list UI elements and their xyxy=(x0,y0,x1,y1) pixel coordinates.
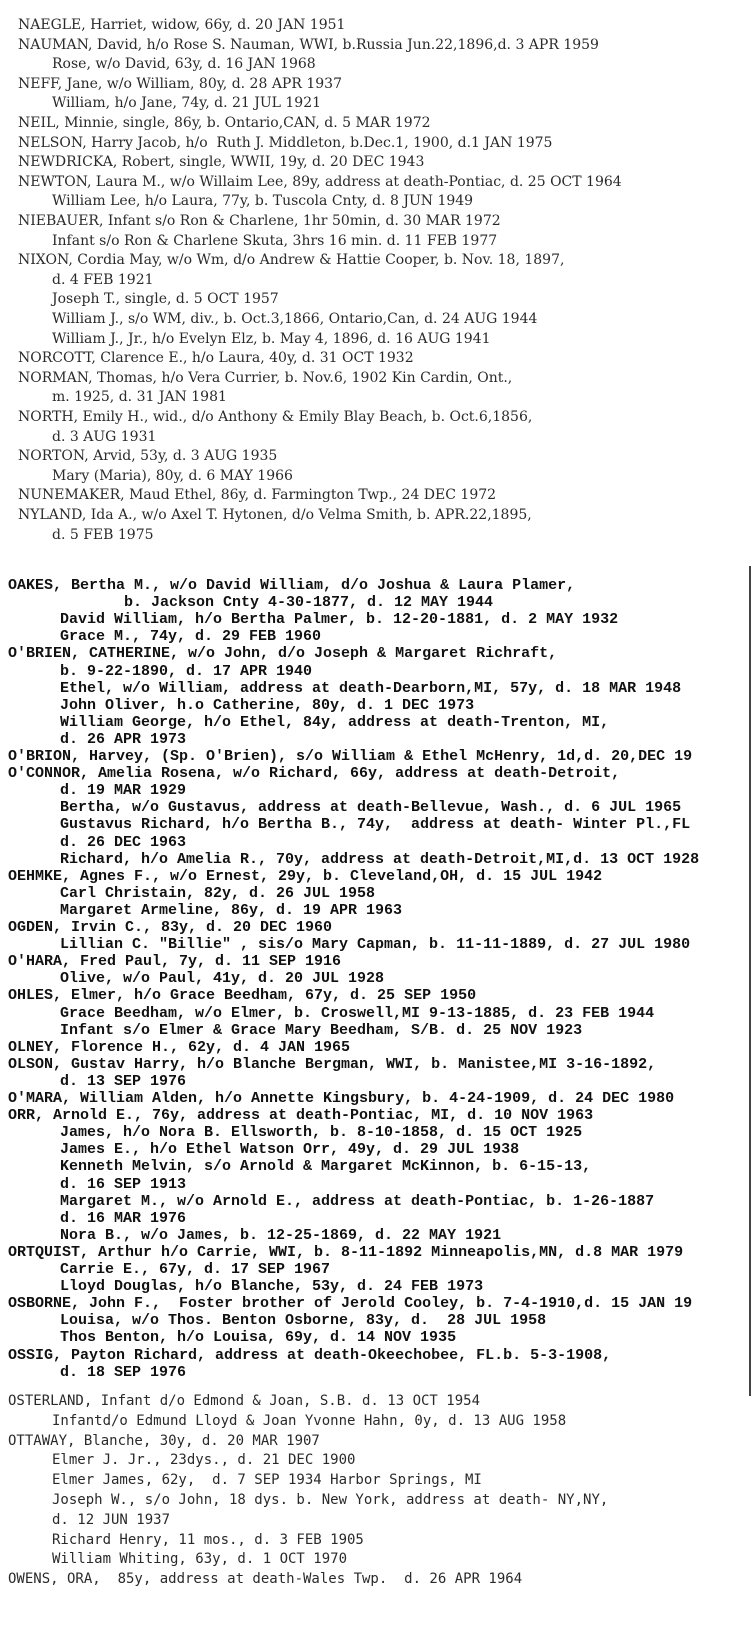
scan-edge-mark xyxy=(749,566,751,1396)
record-continuation-line: Joseph W., s/o John, 18 dys. b. New York, address at death- NY,NY, xyxy=(52,1492,609,1508)
record-surname-line: NEWDRICKA, Robert, single, WWII, 19y, d. 20 DEC 1943 xyxy=(18,154,425,171)
record-continuation-line: Richard, h/o Amelia R., 70y, address at death-Detroit,MI,d. 13 OCT 1928 xyxy=(60,850,700,868)
record-continuation-line: William J., s/o WM, div., b. Oct.3,1866, Ontario,Can, d. 24 AUG 1944 xyxy=(52,311,538,327)
record-continuation-line: Rose, w/o David, 63y, d. 16 JAN 1968 xyxy=(52,56,316,73)
record-continuation-line: d. 18 SEP 1976 xyxy=(60,1363,187,1381)
record-surname-line: OLNEY, Florence H., 62y, d. 4 JAN 1965 xyxy=(8,1038,351,1056)
record-surname-line: ORTQUIST, Arthur h/o Carrie, WWI, b. 8-11-1892 Minneapolis,MN, d.8 MAR 1979 xyxy=(8,1243,684,1261)
record-continuation-line: d. 4 FEB 1921 xyxy=(52,271,154,288)
record-surname-line: OSBORNE, John F., Foster brother of Jerold Cooley, b. 7-4-1910,d. 15 JAN 19 xyxy=(8,1295,693,1313)
record-continuation-line: d. 16 MAR 1976 xyxy=(60,1209,187,1227)
record-surname-line: NAEGLE, Harriet, widow, 66y, d. 20 JAN 1951 xyxy=(18,17,346,33)
record-continuation-line: Carl Christain, 82y, d. 26 JUL 1958 xyxy=(60,884,376,902)
record-surname-line: O'MARA, William Alden, h/o Annette Kingsbury, b. 4-24-1909, d. 24 DEC 1980 xyxy=(8,1090,675,1107)
record-continuation-line: James, h/o Nora B. Ellsworth, b. 8-10-1858, d. 15 OCT 1925 xyxy=(60,1124,583,1142)
record-continuation-line: Joseph T., single, d. 5 OCT 1957 xyxy=(52,291,279,308)
record-continuation-line: d. 26 APR 1973 xyxy=(60,730,187,748)
record-continuation-line: d. 3 AUG 1931 xyxy=(52,428,157,445)
record-continuation-line: John Oliver, h.o Catherine, 80y, d. 1 DEC 1973 xyxy=(60,696,475,714)
record-surname-line: NAUMAN, David, h/o Rose S. Nauman, WWI, b.Russia Jun.22,1896,d. 3 APR 1959 xyxy=(18,36,599,53)
record-continuation-line: Lillian C. "Billie" , sis/o Mary Capman, b. 11-11-1889, d. 27 JUL 1980 xyxy=(60,936,691,954)
record-surname-line: NEWTON, Laura M., w/o Willaim Lee, 89y, address at death-Pontiac, d. 25 OCT 1964 xyxy=(18,173,622,190)
record-surname-line: NEFF, Jane, w/o William, 80y, d. 28 APR 1937 xyxy=(18,75,342,92)
record-surname-line: OWENS, ORA, 85y, address at death-Wales Twp. d. 26 APR 1964 xyxy=(8,1571,523,1588)
record-continuation-line: Thos Benton, h/o Louisa, 69y, d. 14 NOV 1935 xyxy=(60,1329,457,1347)
record-surname-line: OSTERLAND, Infant d/o Edmond & Joan, S.B. d. 13 OCT 1954 xyxy=(8,1393,481,1409)
record-surname-line: OSSIG, Payton Richard, address at death-Okeechobee, FL.b. 5-3-1908, xyxy=(8,1346,612,1364)
record-continuation-line: Infant s/o Ron & Charlene Skuta, 3hrs 16 min. d. 11 FEB 1977 xyxy=(52,232,498,249)
record-continuation-line: b. Jackson Cnty 4-30-1877, d. 12 MAY 1944 xyxy=(124,594,494,612)
record-surname-line: OLSON, Gustav Harry, h/o Blanche Bergman, WWI, b. Manistee,MI 3-16-1892, xyxy=(8,1055,657,1073)
record-continuation-line: Nora B., w/o James, b. 12-25-1869, d. 22 MAY 1921 xyxy=(60,1226,502,1244)
record-continuation-line: d. 16 SEP 1913 xyxy=(60,1175,187,1193)
record-surname-line: OGDEN, Irvin C., 83y, d. 20 DEC 1960 xyxy=(8,919,333,936)
record-surname-line: O'BRION, Harvey, (Sp. O'Brien), s/o William & Ethel McHenry, 1d,d. 20,DEC 19 xyxy=(8,748,693,765)
record-continuation-line: William George, h/o Ethel, 84y, address at death-Trenton, MI, xyxy=(60,713,610,731)
record-surname-line: NIEBAUER, Infant s/o Ron & Charlene, 1hr 50min, d. 30 MAR 1972 xyxy=(18,213,501,229)
record-continuation-line: Gustavus Richard, h/o Bertha B., 74y, address at death- Winter Pl.,FL xyxy=(60,816,691,834)
record-surname-line: O'CONNOR, Amelia Rosena, w/o Richard, 66y, address at death-Detroit, xyxy=(8,765,621,783)
record-surname-line: OEHMKE, Agnes F., w/o Ernest, 29y, b. Cleveland,OH, d. 15 JUL 1942 xyxy=(8,867,603,885)
record-continuation-line: Infantd/o Edmund Lloyd & Joan Yvonne Hahn, 0y, d. 13 AUG 1958 xyxy=(52,1412,567,1429)
record-continuation-line: Elmer James, 62y, d. 7 SEP 1934 Harbor Springs, MI xyxy=(52,1472,482,1489)
record-surname-line: NEIL, Minnie, single, 86y, b. Ontario,CAN, d. 5 MAR 1972 xyxy=(18,115,431,131)
record-continuation-line: Margaret M., w/o Arnold E., address at death-Pontiac, b. 1-26-1887 xyxy=(60,1192,655,1210)
record-surname-line: O'HARA, Fred Paul, 7y, d. 11 SEP 1916 xyxy=(8,953,342,971)
record-continuation-line: William Whiting, 63y, d. 1 OCT 1970 xyxy=(52,1551,348,1568)
record-continuation-line: Louisa, w/o Thos. Benton Osborne, 83y, d. 28 JUL 1958 xyxy=(60,1312,547,1330)
record-continuation-line: William, h/o Jane, 74y, d. 21 JUL 1921 xyxy=(52,95,322,112)
record-continuation-line: Elmer J. Jr., 23dys., d. 21 DEC 1900 xyxy=(52,1452,356,1469)
record-continuation-line: b. 9-22-1890, d. 17 APR 1940 xyxy=(60,662,313,680)
record-surname-line: NORTON, Arvid, 53y, d. 3 AUG 1935 xyxy=(18,448,278,465)
record-surname-line: O'BRIEN, CATHERINE, w/o John, d/o Joseph & Margaret Richraft, xyxy=(8,645,558,663)
record-continuation-line: James E., h/o Ethel Watson Orr, 49y, d. 29 JUL 1938 xyxy=(60,1141,520,1159)
record-continuation-line: Infant s/o Elmer & Grace Mary Beedham, S/B. d. 25 NOV 1923 xyxy=(60,1021,583,1039)
record-surname-line: NELSON, Harry Jacob, h/o Ruth J. Middleton, b.Dec.1, 1900, d.1 JAN 1975 xyxy=(18,134,553,151)
record-surname-line: OHLES, Elmer, h/o Grace Beedham, 67y, d. 25 SEP 1950 xyxy=(8,987,477,1005)
record-continuation-line: d. 26 DEC 1963 xyxy=(60,833,187,851)
record-continuation-line: Grace Beedham, w/o Elmer, b. Croswell,MI 9-13-1885, d. 23 FEB 1944 xyxy=(60,1004,655,1022)
record-continuation-line: Lloyd Douglas, h/o Blanche, 53y, d. 24 FEB 1973 xyxy=(60,1278,484,1296)
record-continuation-line: d. 5 FEB 1975 xyxy=(52,526,154,543)
record-continuation-line: Bertha, w/o Gustavus, address at death-Bellevue, Wash., d. 6 JUL 1965 xyxy=(60,799,682,817)
record-surname-line: OAKES, Bertha M., w/o David William, d/o Joshua & Laura Plamer, xyxy=(8,577,576,594)
record-continuation-line: Olive, w/o Paul, 41y, d. 20 JUL 1928 xyxy=(60,970,385,988)
record-surname-line: OTTAWAY, Blanche, 30y, d. 20 MAR 1907 xyxy=(8,1432,320,1449)
record-continuation-line: Margaret Armeline, 86y, d. 19 APR 1963 xyxy=(60,901,403,919)
record-continuation-line: William J., Jr., h/o Evelyn Elz, b. May 4, 1896, d. 16 AUG 1941 xyxy=(52,330,491,347)
record-surname-line: NYLAND, Ida A., w/o Axel T. Hytonen, d/o Velma Smith, b. APR.22,1895, xyxy=(18,507,532,523)
record-surname-line: NORCOTT, Clarence E., h/o Laura, 40y, d. 31 OCT 1932 xyxy=(18,350,414,367)
record-surname-line: NIXON, Cordia May, w/o Wm, d/o Andrew & Hattie Cooper, b. Nov. 18, 1897, xyxy=(18,252,565,269)
record-continuation-line: Grace M., 74y, d. 29 FEB 1960 xyxy=(60,628,322,646)
record-surname-line: NORMAN, Thomas, h/o Vera Currier, b. Nov.6, 1902 Kin Cardin, Ont., xyxy=(18,369,513,386)
record-continuation-line: Kenneth Melvin, s/o Arnold & Margaret McKinnon, b. 6-15-13, xyxy=(60,1158,592,1176)
record-continuation-line: Carrie E., 67y, d. 17 SEP 1967 xyxy=(60,1261,331,1278)
record-surname-line: NORTH, Emily H., wid., d/o Anthony & Emily Blay Beach, b. Oct.6,1856, xyxy=(18,409,533,425)
record-continuation-line: d. 12 JUN 1937 xyxy=(52,1511,171,1528)
record-continuation-line: Mary (Maria), 80y, d. 6 MAY 1966 xyxy=(52,467,293,484)
record-continuation-line: Ethel, w/o William, address at death-Dearborn,MI, 57y, d. 18 MAR 1948 xyxy=(60,679,682,697)
record-continuation-line: Richard Henry, 11 mos., d. 3 FEB 1905 xyxy=(52,1531,364,1548)
record-continuation-line: d. 13 SEP 1976 xyxy=(60,1072,187,1090)
record-continuation-line: d. 19 MAR 1929 xyxy=(60,782,187,800)
record-continuation-line: David William, h/o Bertha Palmer, b. 12-20-1881, d. 2 MAY 1932 xyxy=(60,611,619,629)
record-surname-line: ORR, Arnold E., 76y, address at death-Pontiac, MI, d. 10 NOV 1963 xyxy=(8,1107,594,1125)
record-surname-line: NUNEMAKER, Maud Ethel, 86y, d. Farmington Twp., 24 DEC 1972 xyxy=(18,487,497,504)
record-continuation-line: William Lee, h/o Laura, 77y, b. Tuscola Cnty, d. 8 JUN 1949 xyxy=(52,193,474,210)
record-continuation-line: m. 1925, d. 31 JAN 1981 xyxy=(52,389,227,406)
